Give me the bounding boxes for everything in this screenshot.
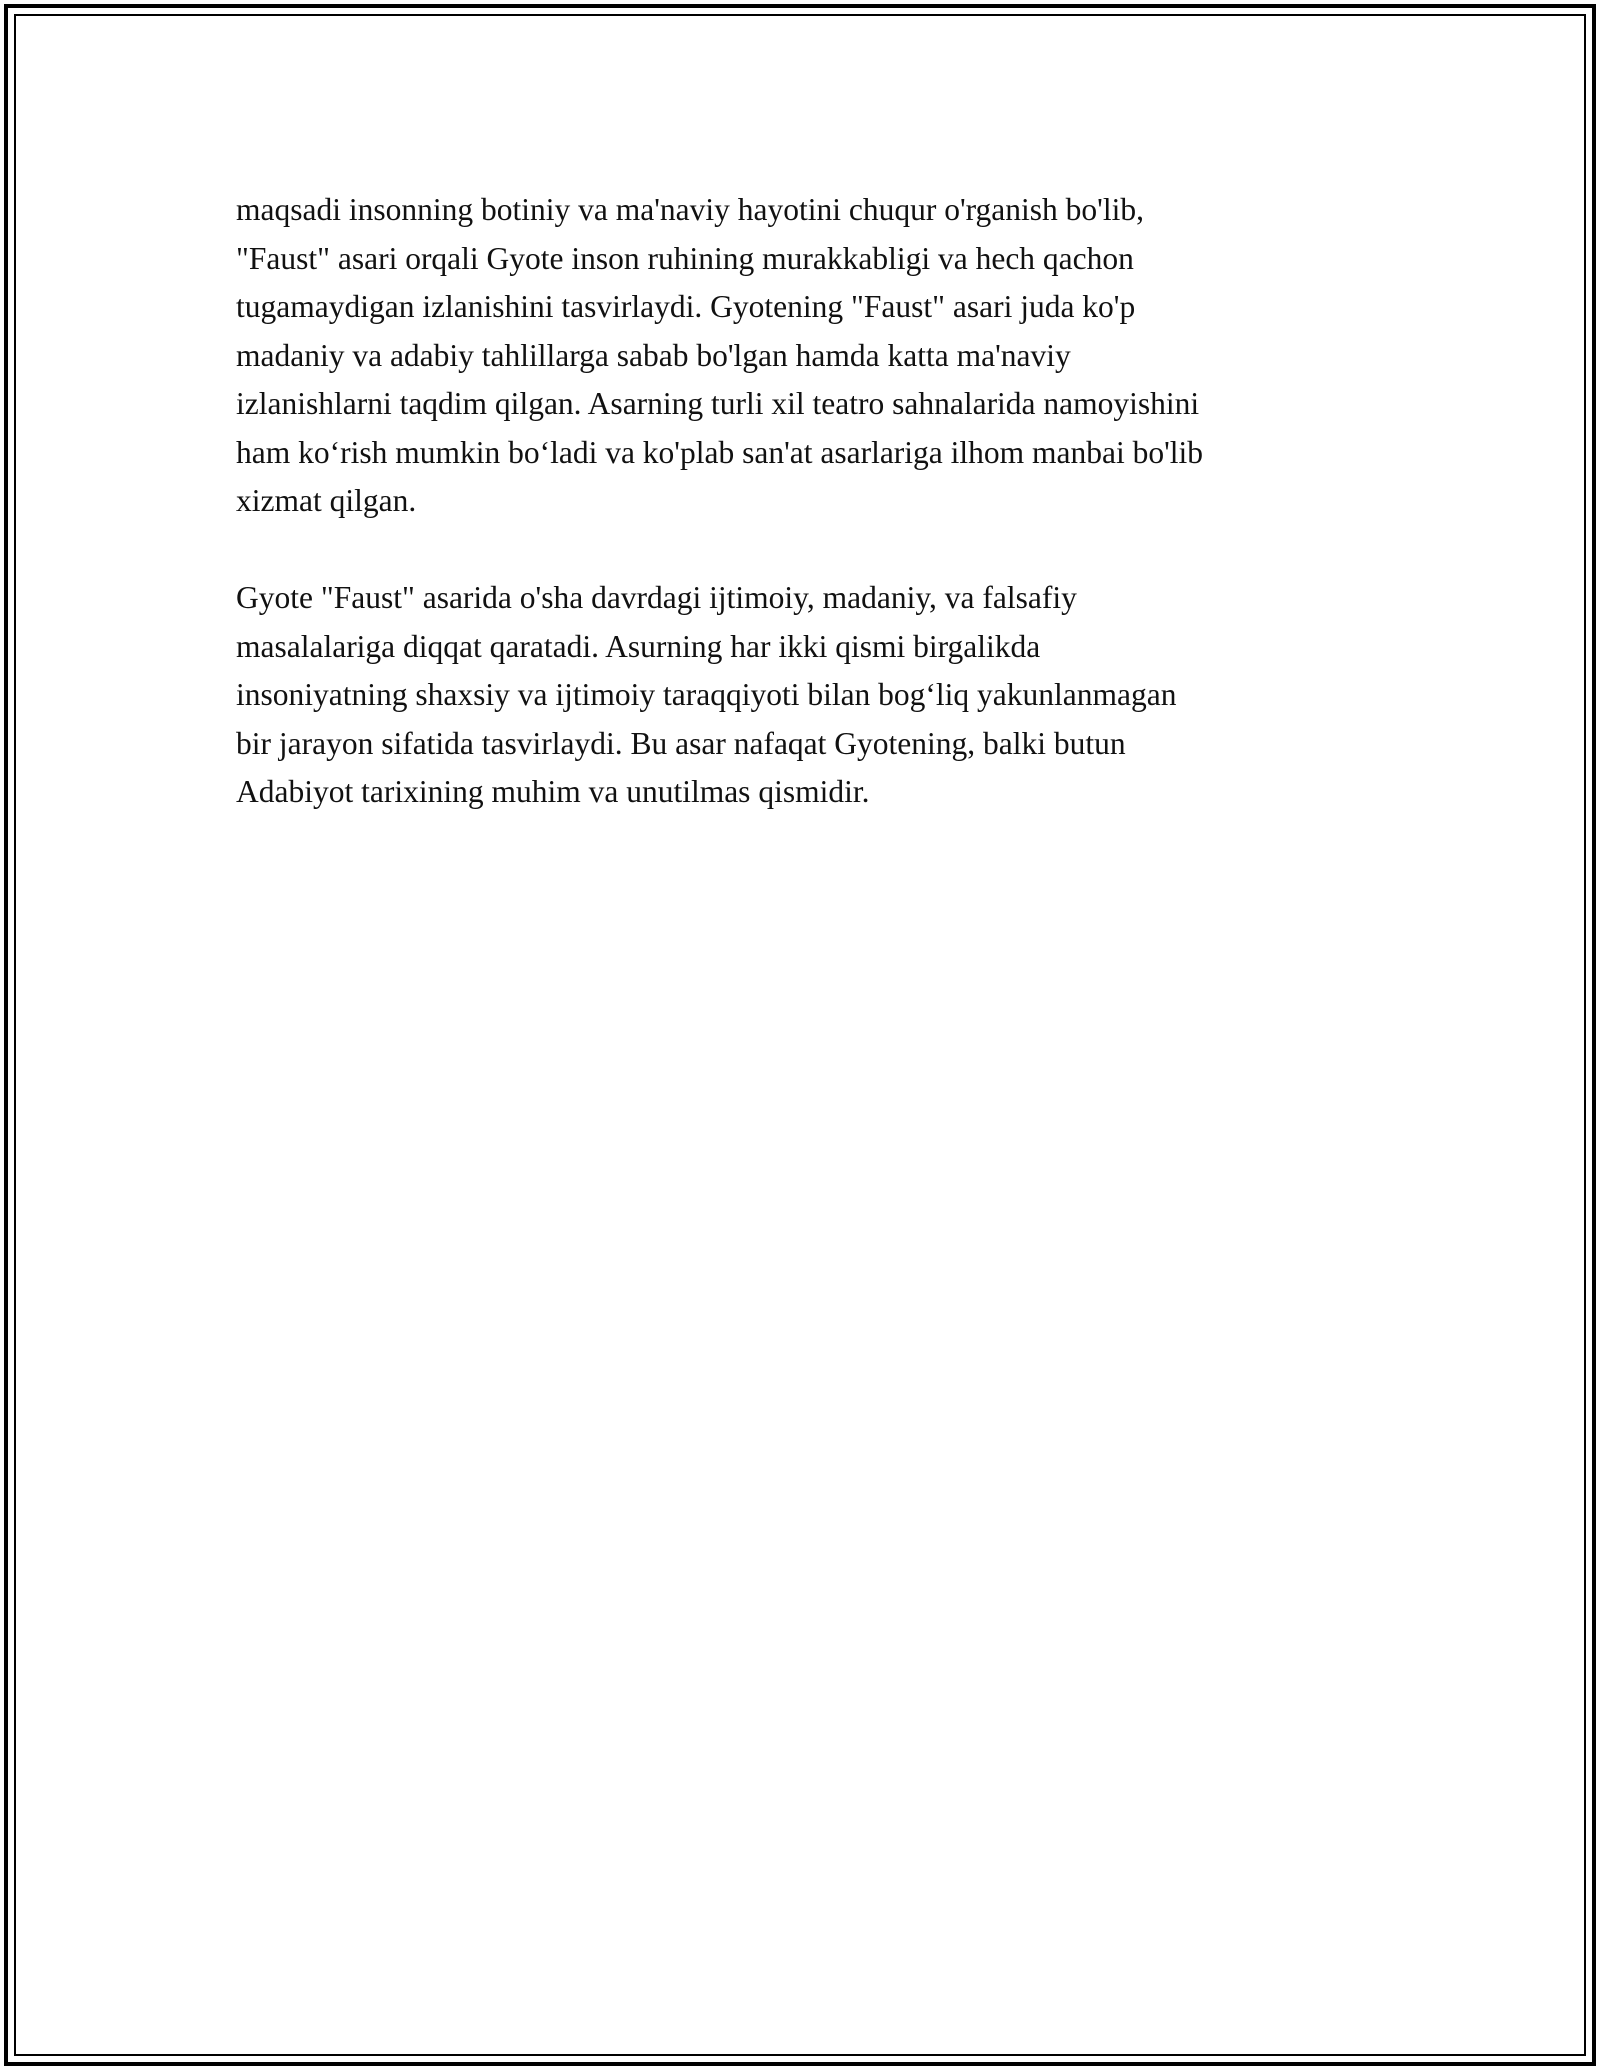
text-line: masalalariga diqqat qaratadi. Asurning har ikki qismi birgalikda <box>236 628 1041 664</box>
text-line: "Faust" asari orqali Gyote inson ruhining murakkabligi va hech qachon <box>236 240 1134 276</box>
text-line: tugamaydigan izlanishini tasvirlaydi. Gyotening "Faust" asari juda ko'p <box>236 289 1136 324</box>
text-line: ham ko‘rish mumkin bo‘ladi va ko'plab san'at asarlariga ilhom manbai bo'lib <box>236 434 1204 470</box>
paragraph-1 <box>236 186 1376 526</box>
text-line: Adabiyot tarixining muhim va unutilmas qismidir. <box>236 774 870 809</box>
text-line: madaniy va adabiy tahlillarga sabab bo'lgan hamda katta ma'naviy <box>236 337 1071 373</box>
text-line: bir jarayon sifatida tasvirlaydi. Bu asar nafaqat Gyotening, balki butun <box>236 725 1126 761</box>
document-body <box>236 186 1376 817</box>
text-line: Gyote "Faust" asarida o'sha davrdagi ijtimoiy, madaniy, va falsafiy <box>236 580 1077 615</box>
text-line: izlanishlarni taqdim qilgan. Asarning turli xil teatro sahnalarida namoyishini <box>236 386 1200 421</box>
text-line: maqsadi insonning botiniy va ma'naviy hayotini chuqur o'rganish bo'lib, <box>236 192 1144 227</box>
text-line: xizmat qilgan. <box>236 483 417 518</box>
paragraph-2 <box>236 574 1376 817</box>
text-line: insoniyatning shaxsiy va ijtimoiy taraqqiyoti bilan bog‘liq yakunlanmagan <box>236 677 1177 712</box>
